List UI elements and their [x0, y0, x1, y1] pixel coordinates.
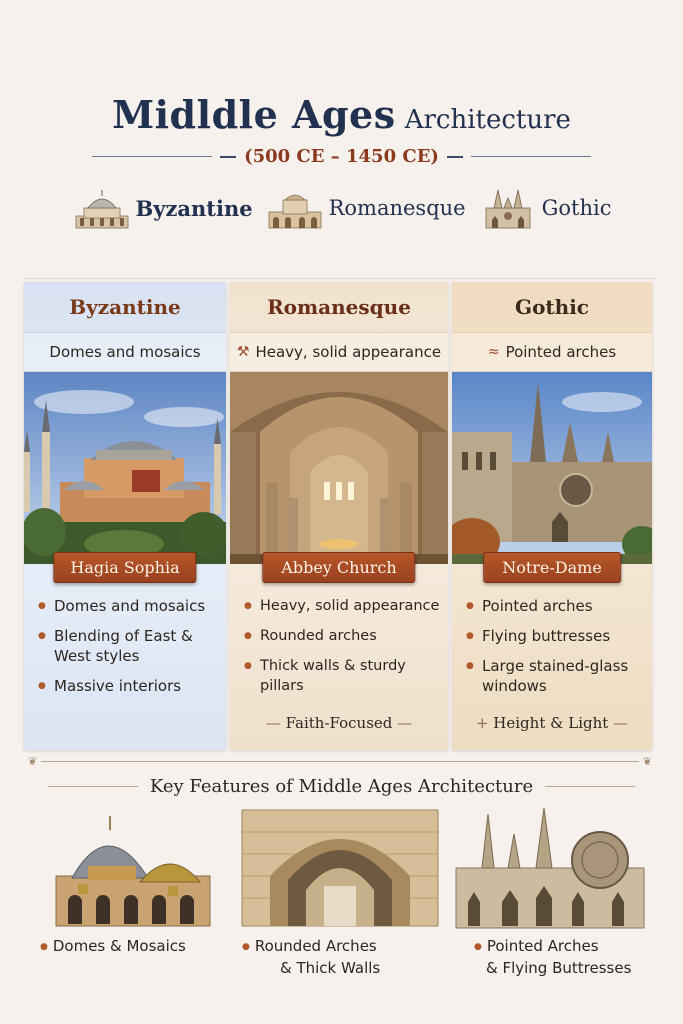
bullet-dot: ● — [242, 942, 250, 952]
domed-church-icon — [72, 186, 132, 230]
landmark-banner: Abbey Church — [262, 552, 415, 583]
feature-label-line1: Rounded Arches — [254, 937, 377, 955]
footer-dash-left: — — [265, 714, 281, 732]
romanesque-church-icon — [265, 186, 325, 230]
divider-dash-right — [447, 156, 463, 158]
feature-label-line1: Pointed Arches — [486, 937, 599, 955]
footer-dash-left: + — [475, 714, 489, 732]
date-range-row — [0, 146, 683, 167]
gothic-facade-illustration — [452, 806, 648, 930]
column-romanesque — [230, 282, 448, 750]
feature-label-line2: & Flying Buttresses — [486, 959, 632, 977]
list-item: ● Blending of East & West styles — [36, 626, 220, 666]
ornament-line — [41, 761, 639, 762]
ornament-divider — [24, 754, 656, 768]
notre-dame-photo — [452, 372, 652, 564]
divider-line-left — [92, 156, 212, 157]
column-byzantine — [24, 282, 226, 750]
legend-label-gothic: Gothic — [541, 196, 612, 220]
column-gothic — [452, 282, 652, 750]
column-tagline — [230, 332, 448, 372]
bullet-dot: ● — [40, 942, 48, 952]
key-features-images — [0, 806, 683, 930]
column-footer-text: Faith-Focused — [285, 714, 393, 732]
flourish-icon: ❦ — [28, 754, 38, 768]
key-features-heading — [0, 776, 683, 797]
column-tagline-text: Pointed arches — [505, 343, 617, 361]
list-item: ● Domes and mosaics — [36, 596, 220, 616]
heading-line-left — [48, 786, 138, 787]
style-columns — [24, 282, 656, 750]
footer-dash-right: — — [613, 714, 629, 732]
section-divider — [24, 278, 656, 279]
feature-label — [40, 936, 186, 958]
list-item: ● Large stained-glass windows — [464, 656, 646, 696]
legend-label-romanesque: Romanesque — [328, 196, 466, 220]
bullet-dot: ● — [474, 942, 482, 952]
list-item: ● Thick walls & sturdy pillars — [242, 656, 442, 696]
flourish-icon: ❦ — [642, 754, 652, 768]
feature-label — [242, 936, 380, 979]
legend-gothic — [478, 186, 612, 230]
legend-byzantine — [72, 186, 253, 230]
list-item: ● Heavy, solid appearance — [242, 596, 442, 616]
column-heading: Byzantine — [69, 295, 181, 319]
hagia-sophia-photo — [24, 372, 226, 564]
key-features-labels — [0, 936, 683, 986]
feature-list — [36, 596, 220, 706]
list-item: ● Rounded arches — [242, 626, 442, 646]
column-footer-text: Height & Light — [493, 714, 609, 732]
quill-icon: ≈ — [487, 344, 500, 360]
date-range: (500 CE – 1450 CE) — [244, 146, 439, 167]
feature-list — [242, 596, 442, 706]
title-sub: Architecture — [404, 105, 571, 135]
feature-list — [464, 596, 646, 706]
title-main: Midldle Ages — [112, 92, 396, 137]
legend-romanesque — [265, 186, 466, 230]
page-title — [0, 92, 683, 137]
divider-line-right — [471, 156, 591, 157]
landmark-banner: Notre-Dame — [483, 552, 621, 583]
gothic-cathedral-icon — [478, 186, 538, 230]
domed-basilica-illustration — [48, 806, 218, 930]
style-legend — [0, 186, 683, 230]
list-item: ● Pointed arches — [464, 596, 646, 616]
landmark-banner: Hagia Sophia — [53, 552, 196, 583]
key-features-title: Key Features of Middle Ages Architecture — [149, 776, 534, 797]
column-heading: Gothic — [515, 295, 589, 319]
feature-label-line1: Domes & Mosaics — [52, 937, 186, 955]
list-item: ● Massive interiors — [36, 676, 220, 696]
legend-label-byzantine: Byzantine — [135, 195, 253, 221]
column-tagline — [24, 332, 226, 372]
feature-label — [474, 936, 631, 979]
column-footer — [230, 714, 448, 732]
list-item: ● Flying buttresses — [464, 626, 646, 646]
heading-line-right — [545, 786, 635, 787]
column-heading: Romanesque — [267, 295, 411, 319]
feature-label-line2: & Thick Walls — [280, 959, 381, 977]
footer-dash-right: — — [397, 714, 413, 732]
column-tagline-text: Domes and mosaics — [49, 343, 201, 361]
column-tagline — [452, 332, 652, 372]
abbey-church-photo — [230, 372, 448, 564]
stone-arch-illustration — [240, 806, 440, 930]
hammer-icon: ⚒ — [236, 344, 250, 360]
column-footer — [452, 714, 652, 732]
divider-dash-left — [220, 156, 236, 158]
column-tagline-text: Heavy, solid appearance — [255, 343, 442, 361]
